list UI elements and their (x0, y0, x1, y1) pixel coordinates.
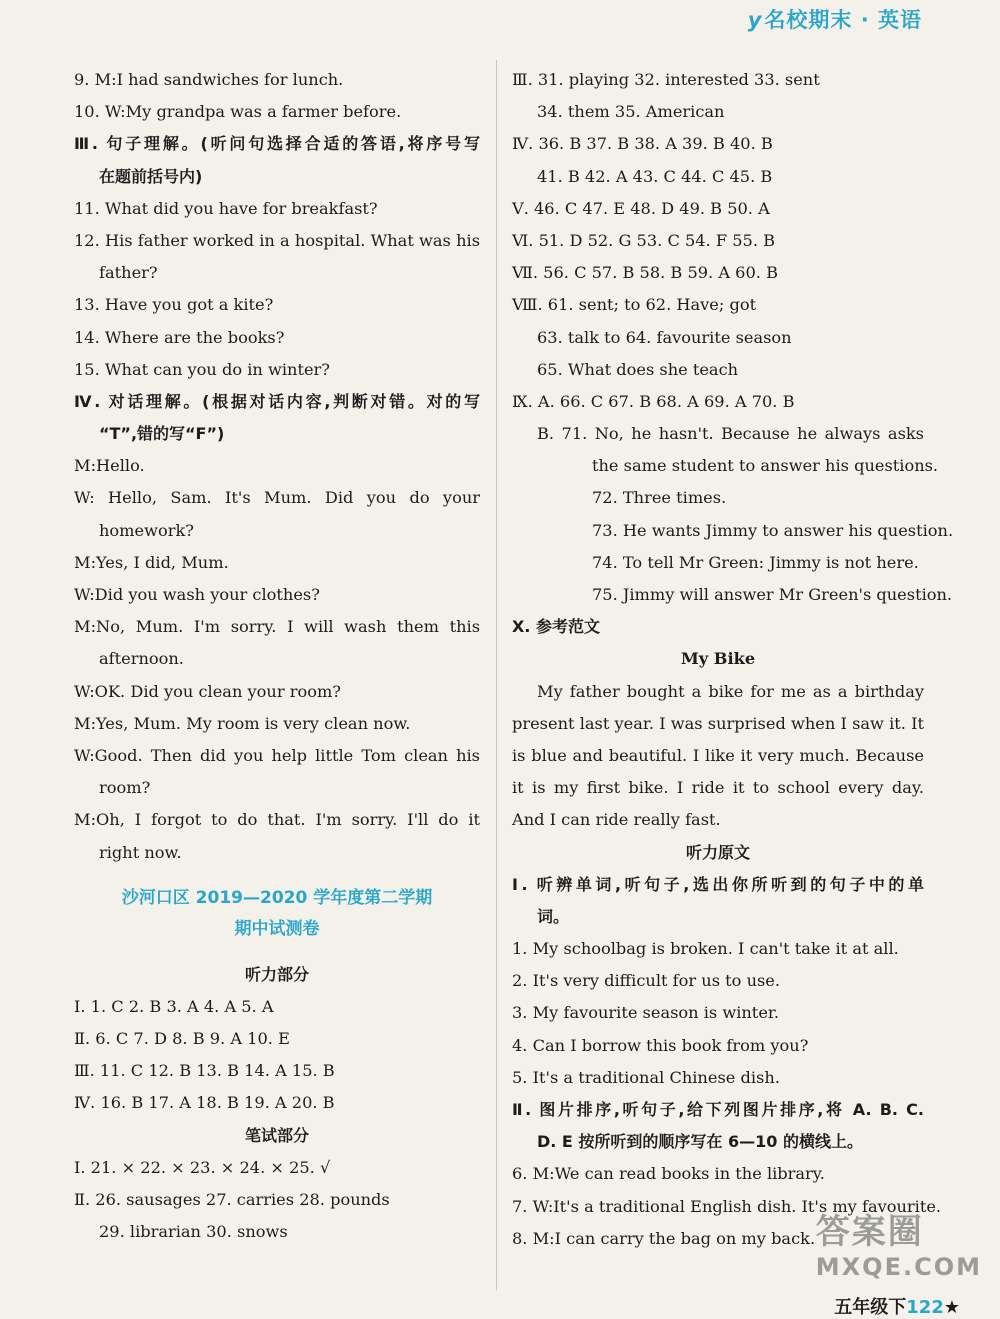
text-line: W:OK. Did you clean your room? (74, 681, 341, 701)
text-line: “T”,错的写“F”) (99, 424, 225, 444)
brand-mark-icon: y (747, 8, 763, 32)
text-line: Ⅹ. 参考范文 (512, 617, 600, 637)
text-line: W: Hello, Sam. It's Mum. Did you do your (74, 488, 480, 508)
text-line: M:Hello. (74, 456, 145, 476)
watermark-domain: MXQE.COM (815, 1253, 982, 1281)
watermark-stamp (816, 1204, 982, 1281)
grade-label: 五年级下 (834, 1297, 907, 1318)
text-line: B. 71. No, he hasn't. Because he always asks (537, 424, 924, 444)
text-line: 听力部分 (244, 964, 309, 984)
text-line: is blue and beautiful. I like it very much. Because (512, 745, 924, 765)
text-line: And I can ride really fast. (512, 810, 721, 830)
text-line: the same student to answer his questions. (592, 456, 939, 476)
text-line: Ⅵ. 51. D 52. G 53. C 54. F 55. B (512, 230, 776, 250)
text-line: 6. M:We can read books in the library. (512, 1164, 825, 1184)
text-line: 9. M:I had sandwiches for lunch. (74, 70, 344, 89)
text-line: 75. Jimmy will answer Mr Green's question. (592, 585, 953, 604)
text-line: 词。 (537, 906, 570, 926)
text-line: Ⅷ. 61. sent; to 62. Have; got (512, 295, 757, 315)
page-number: 122 (906, 1297, 944, 1318)
text-line: Ⅶ. 56. C 57. B 58. B 59. A 60. B (512, 263, 778, 283)
text-line: Ⅳ. 16. B 17. A 18. B 19. A 20. B (74, 1093, 335, 1113)
text-line: Ⅰ. 1. C 2. B 3. A 4. A 5. A (74, 996, 274, 1016)
text-line: M:No, Mum. I'm sorry. I will wash them this (74, 617, 480, 637)
text-line: Ⅳ. 36. B 37. B 38. A 39. B 40. B (512, 134, 773, 154)
text-line: Ⅰ. 21. × 22. × 23. × 24. × 25. √ (74, 1157, 331, 1177)
text-line: W:Did you wash your clothes? (74, 585, 320, 604)
section-gap (74, 945, 480, 959)
right-lines (512, 64, 954, 1255)
text-line: 5. It's a traditional Chinese dish. (512, 1067, 780, 1087)
answer-key-lines (74, 959, 480, 1249)
text-line: M:Oh, I forgot to do that. I'm sorry. I'll do it (74, 810, 480, 830)
text-line: father? (99, 263, 158, 283)
text-line: 笔试部分 (244, 1125, 309, 1145)
text-line: Ⅱ. 26. sausages 27. carries 28. pounds (74, 1190, 390, 1209)
text-line: 41. B 42. A 43. C 44. C 45. B (537, 166, 773, 186)
exam-title-line2: 期中试测卷 (234, 918, 320, 939)
text-line: Ⅲ. 31. playing 32. interested 33. sent (512, 70, 820, 89)
text-line: homework? (99, 520, 194, 540)
text-line: M:Yes, I did, Mum. (74, 552, 229, 572)
text-line: 8. M:I can carry the bag on my back. (512, 1228, 816, 1248)
text-line: 15. What can you do in winter? (74, 359, 330, 379)
text-line: right now. (99, 842, 182, 862)
text-line: 34. them 35. American (537, 102, 725, 122)
text-line: M:Yes, Mum. My room is very clean now. (74, 713, 411, 733)
text-line: 4. Can I borrow this book from you? (512, 1035, 809, 1055)
text-line: Ⅰ. 听辨单词,听句子,选出你所听到的句子中的单 (512, 874, 924, 894)
text-line: 11. What did you have for breakfast? (74, 198, 378, 218)
text-line: 1. My schoolbag is broken. I can't take it at all. (512, 939, 899, 959)
text-line: 3. My favourite season is winter. (512, 1003, 779, 1023)
text-line: Ⅱ. 6. C 7. D 8. B 9. A 10. E (74, 1029, 290, 1049)
left-column (74, 64, 480, 1248)
text-line: Ⅳ. 对话理解。(根据对话内容,判断对错。对的写 (74, 391, 480, 411)
text-line: 72. Three times. (592, 488, 727, 508)
brand-title: y名校期末 · 英语 (747, 8, 922, 32)
text-line: Ⅱ. 图片排序,听句子,给下列图片排序,将 A. B. C. (512, 1100, 924, 1119)
watermark-text: 答案圈 (815, 1212, 924, 1252)
text-line: it is my first bike. I ride it to school every day. (512, 778, 924, 798)
text-line: 74. To tell Mr Green: Jimmy is not here. (592, 552, 919, 572)
star-icon: ★ (943, 1297, 960, 1318)
text-line: 13. Have you got a kite? (74, 295, 274, 315)
exam-title-line1: 沙河口区 2019—2020 学年度第二学期 (121, 887, 433, 908)
text-line: 63. talk to 64. favourite season (537, 327, 792, 347)
text-line: My father bought a bike for me as a birthday (537, 681, 924, 701)
text-line: 10. W:My grandpa was a farmer before. (74, 102, 402, 122)
text-line: Ⅸ. A. 66. C 67. B 68. A 69. A 70. B (512, 391, 795, 411)
text-line: 29. librarian 30. snows (99, 1222, 288, 1242)
text-line: 14. Where are the books? (74, 327, 285, 347)
left-lines (74, 64, 480, 869)
column-divider (496, 60, 497, 1290)
text-line: 73. He wants Jimmy to answer his question. (592, 520, 954, 540)
text-line: 2. It's very difficult for us to use. (512, 971, 781, 991)
text-line: 65. What does she teach (537, 359, 739, 379)
page-footer (834, 1293, 960, 1319)
text-line: 在题前括号内) (99, 166, 203, 186)
text-line: Ⅴ. 46. C 47. E 48. D 49. B 50. A (512, 198, 770, 218)
section-gap (74, 869, 480, 883)
page-header (0, 0, 1000, 40)
text-line: D. E 按所听到的顺序写在 6—10 的横线上。 (537, 1132, 863, 1152)
text-line: Ⅲ. 11. C 12. B 13. B 14. A 15. B (74, 1061, 335, 1081)
text-line: W:Good. Then did you help little Tom clean his (74, 745, 480, 765)
text-line: room? (99, 778, 151, 798)
text-line: 12. His father worked in a hospital. What was his (74, 230, 480, 250)
text-line: My Bike (680, 649, 756, 669)
text-line: present last year. I was surprised when I saw it. It (512, 713, 924, 733)
text-line: 听力原文 (685, 842, 750, 862)
text-line: 7. W:It's a traditional English dish. It's my favourite. (512, 1196, 942, 1216)
right-column (512, 64, 954, 1255)
text-line: Ⅲ. 句子理解。(听问句选择合适的答语,将序号写 (74, 134, 480, 154)
text-line: afternoon. (99, 649, 184, 669)
